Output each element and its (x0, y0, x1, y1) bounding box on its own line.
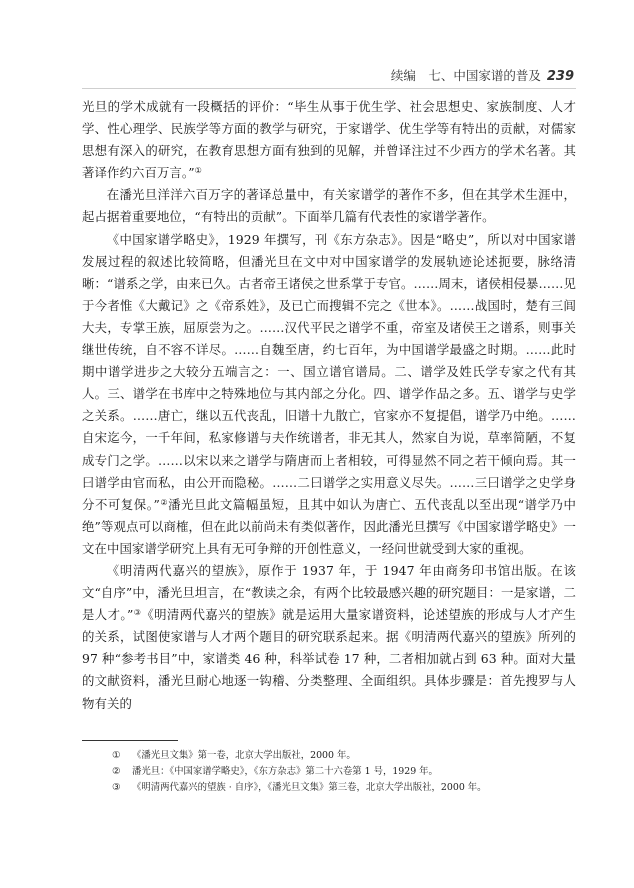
paragraph: 《明清两代嘉兴的望族》，原作于 1937 年，于 1947 年由商务印书馆出版。在该文“自序”中，潘光旦坦言，在“教读之余，有两个比较最感兴趣的研究题目：一是家谱，二是人才。”③《明清两代嘉兴的望族》就是运用大量家谱资料，论述望族的形成与人才产生的关系，试图使家谱与人才两个题目的研究联系起来。据《明清两代嘉兴的望族》所列的 97 种“参考书目”中，家谱类 46 种，科举试卷 17 种，二者相加就占到 63 种。面对大量的文献资料，潘光旦耐心地逐一钩稽、分类整理、全面组织。具体步骤是：首先搜罗与人物有关的 (82, 562, 577, 711)
footnote-number: ② (112, 766, 121, 777)
footnote (112, 748, 572, 764)
paragraph: 《中国家谱学略史》，1929 年撰写，刊《东方杂志》。因是“略史”，所以对中国家谱发展过程的叙述比较简略，但潘光旦在文中对中国家谱学的发展轨迹论述扼要，脉络清晰：“谱系之学，由来已久。古者帝王诸侯之世系掌于专官。……周末，诸侯相侵暴……见于今者惟《大戴记》之《帝系姓》，及已亡而搜辑不完之《世本》。……战国时，楚有三闾大夫，专掌王族，屈原尝为之。……汉代平民之谱学不重，帝室及诸侯王之谱系，则事关继世传统，自不容不详尽。……自魏至唐，约七百年，为中国谱学最盛之时期。……此时期中谱学进步之大较分五端言之：一、国立谱官谱局。二、谱学及姓氏学专家之代有其人。三、谱学在书库中之特殊地位与其内部之分化。四、谱学作品之多。五、谱学与史学之关系。……唐亡，继以五代丧乱，旧谱十九散亡，官家亦不复提倡，谱学乃中绝。……自宋迄今，一千年间，私家修谱与夫作统谱者，非无其人，然家自为说，草率简陋，不复成专门之学。……以宋以来之谱学与隋唐而上者相较，可得显然不同之若干倾向焉。其一曰谱学由官而私，由公开而隐秘。……二曰谱学之实用意义尽失。……三曰谱学之史学身分不可复保。”②潘光旦此文篇幅虽短，且其中如认为唐亡、五代丧乱以至出现“谱学乃中绝”等观点可以商榷，但在此以前尚未有类似著作，因此潘光旦撰写《中国家谱学略史》一文在中国家谱学研究上具有无可争辩的开创性意义，一经问世就受到大家的重视。 (82, 231, 576, 556)
header-rule (82, 88, 576, 89)
footnote-text: 潘光旦：《中国家谱学略史》，《东方杂志》第二十六卷第 1 号，1929 年。 (132, 766, 438, 777)
footnote (112, 764, 572, 780)
footnote-ref: ② (159, 497, 169, 507)
footnote-rule (82, 740, 178, 741)
header-section-title: 续编 七、中国家谱的普及 (390, 68, 541, 83)
footnote-number: ① (112, 750, 121, 761)
footnote (112, 780, 572, 796)
footnote-ref: ③ (133, 608, 142, 618)
body-text (82, 96, 576, 715)
paragraph: 在潘光旦洋洋六百万字的著译总量中，有关家谱学的著作不多，但在其学术生涯中，起占据着重要地位，“有特出的贡献”。下面举几篇有代表性的家谱学著作。 (82, 187, 576, 225)
footnote-ref: ① (194, 166, 202, 176)
footnotes (112, 748, 572, 796)
footnote-number: ③ (112, 782, 121, 793)
paragraph: 光旦的学术成就有一段概括的评价：“毕生从事于优生学、社会思想史、家族制度、人才学、性心理学、民族学等方面的教学与研究，于家谱学、优生学等有特出的贡献，对儒家思想有深入的研究，在教育思想方面有独到的见解，并曾译注过不少西方的学术名著。其著译作约六百万言。”① (82, 99, 576, 181)
footnote-text: 《潘光旦文集》第一卷，北京大学出版社，2000 年。 (132, 750, 356, 761)
running-header (391, 66, 574, 84)
page-number: 239 (546, 69, 574, 84)
footnote-text: 《明清两代嘉兴的望族 · 自序》，《潘光旦文集》第三卷，北京大学出版社，2000 年。 (132, 782, 487, 793)
